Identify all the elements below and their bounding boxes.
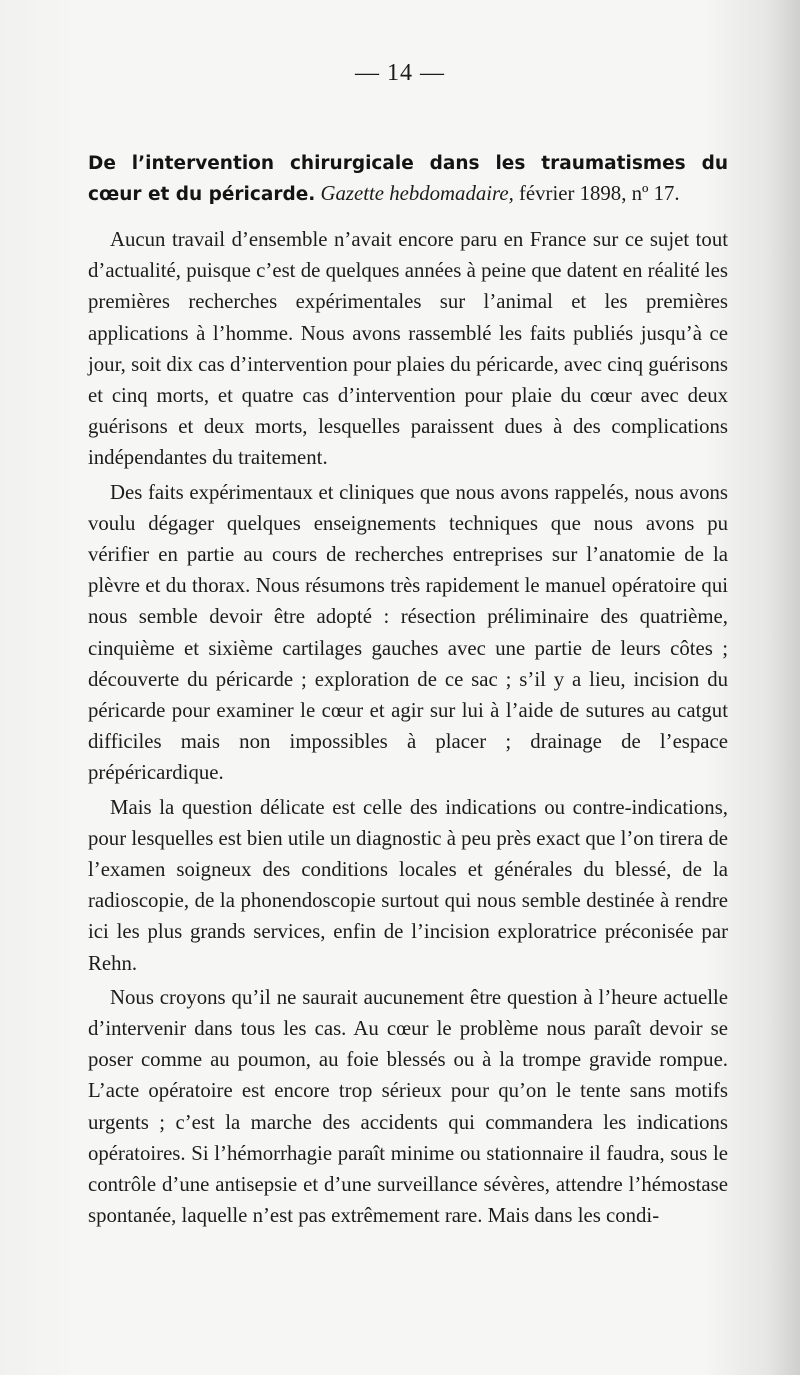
publication-date: février 1898, nº 17. (518, 182, 680, 205)
article-title: De l’intervention chirurgicale dans les traumatismes du cœur et du péricarde. (88, 153, 728, 205)
page-number: — 14 — (355, 60, 445, 86)
paragraph: Nous croyons qu’il ne saurait aucunement être question à l’heure actuelle d’intervenir dans tous les cas. Au cœur le problème nous paraît devoir se poser comme au poumon, au foie blessés ou à la trompe gravide rompue. L’acte opératoire est encore trop sérieux pour qu’on le tente sans motifs urgents ; c’est la marche des accidents qui commandera les indications opératoires. Si l’hémorrhagie paraît minime ou stationnaire il faudra, sous le contrôle d’une antisepsie et d’une surveillance sévères, attendre l’hémostase spontanée, laquelle n’est pas extrêmement rare. Mais dans les condi- (88, 985, 728, 1228)
journal-name: Gazette hebdomadaire, (320, 182, 514, 205)
paragraph: Aucun travail d’ensemble n’avait encore paru en France sur ce sujet tout d’actualité, puisque c’est de quelques années à peine que datent en réalité les premières recherches expérimentales sur l’animal et les premières applications à l’homme. Nous avons rassemblé les faits publiés jusqu’à ce jour, soit dix cas d’intervention pour plaies du péricarde, avec cinq guérisons et cinq morts, et quatre cas d’intervention pour plaie du cœur avec deux guérisons et deux morts, lesquelles paraissent dues à des complications indépendantes du traitement. (88, 228, 728, 470)
paragraph: Des faits expérimentaux et cliniques que nous avons rappelés, nous avons voulu dégager quelques enseignements techniques que nous avons pu vérifier en partie au cours de recherches entreprises sur l’anatomie de la plèvre et du thorax. Nous résumons très rapidement le manuel opératoire qui nous semble devoir être adopté : résection préliminaire des quatrième, cinquième et sixième cartilages gauches avec une partie de leurs côtes ; découverte du péricarde ; exploration de ce sac ; s’il y a lieu, incision du péricarde pour examiner le cœur et agir sur lui à l’aide de sutures au catgut difficiles mais non impossibles à placer ; drainage de l’espace prépéricardique. (88, 480, 728, 785)
body-text (88, 148, 728, 1232)
article-heading (88, 148, 728, 210)
paragraph: Mais la question délicate est celle des indications ou contre-indications, pour lesquelles est bien utile un diagnostic à peu près exact que l’on tirera de l’examen soigneux des conditions locales et générales du blessé, de la radioscopie, de la phonendoscopie surtout qui nous semble destinée à rendre ici les plus grands services, enfin de l’incision exploratrice préconisée par Rehn. (88, 795, 728, 975)
